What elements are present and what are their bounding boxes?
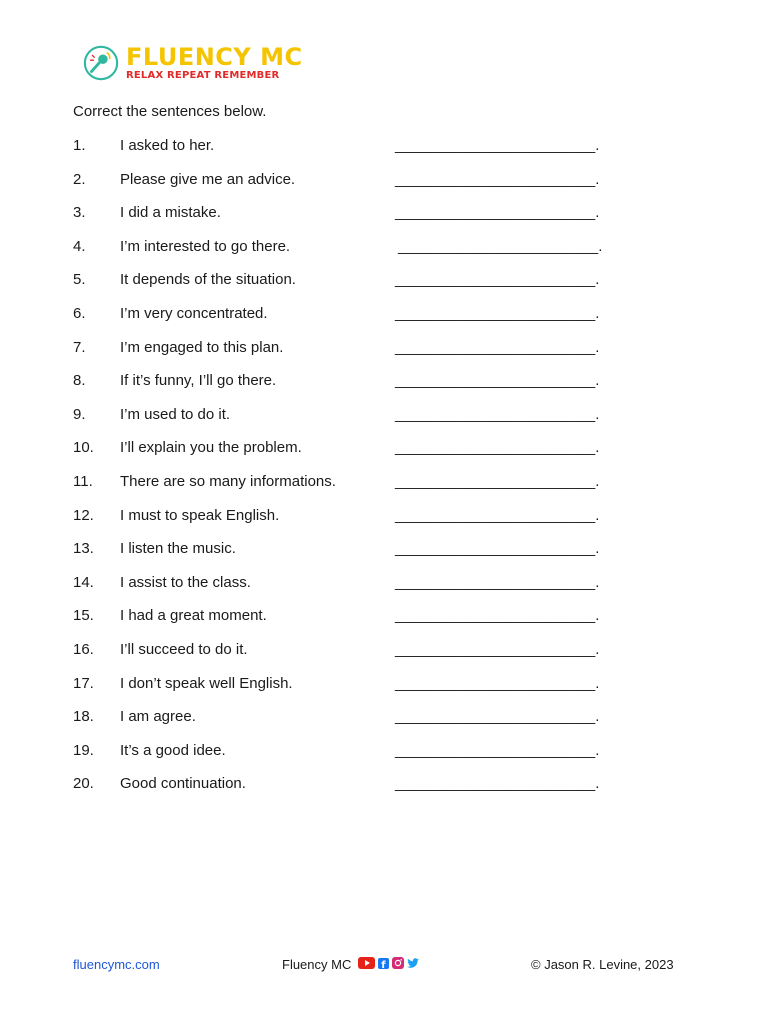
item-sentence: I’ll succeed to do it.	[120, 641, 248, 658]
social-icons	[355, 957, 419, 972]
exercise-item	[73, 372, 613, 392]
item-sentence: I am agree.	[120, 708, 196, 726]
exercise-item	[73, 775, 613, 795]
instructions: Correct the sentences below.	[73, 103, 267, 120]
item-number: 19.	[73, 741, 94, 759]
item-sentence: I did a mistake.	[120, 204, 221, 222]
logo-microphone-icon	[82, 44, 120, 82]
exercise-item	[73, 406, 613, 426]
exercise-item	[73, 675, 613, 695]
item-number: 18.	[73, 708, 94, 726]
item-sentence: I assist to the class.	[120, 573, 251, 591]
item-sentence: I’ll explain you the problem.	[120, 439, 302, 457]
copyright: © Jason R. Levine, 2023	[531, 957, 674, 972]
answer-blank[interactable]: ________________________.	[395, 372, 600, 390]
item-number: 15.	[73, 607, 94, 625]
answer-blank[interactable]: ________________________.	[395, 641, 600, 658]
item-sentence: I had a great moment.	[120, 607, 267, 625]
instagram-icon[interactable]	[392, 957, 404, 972]
item-number: 8.	[73, 372, 86, 390]
exercise-item	[73, 641, 613, 661]
item-sentence: I’m very concentrated.	[120, 305, 268, 322]
answer-blank[interactable]: ________________________.	[395, 607, 600, 625]
exercise-item	[73, 271, 613, 291]
exercise-item	[73, 171, 613, 191]
item-sentence: I don’t speak well English.	[120, 674, 293, 692]
answer-blank[interactable]: ________________________.	[395, 170, 600, 188]
exercise-item	[73, 137, 613, 157]
answer-blank[interactable]: ________________________.	[395, 137, 600, 154]
item-number: 11.	[73, 473, 93, 490]
item-number: 2.	[73, 170, 86, 188]
footer-center	[282, 957, 419, 972]
exercise-item	[73, 439, 613, 459]
answer-blank[interactable]: ________________________.	[395, 540, 600, 558]
answer-blank[interactable]: ________________________.	[395, 674, 600, 692]
exercise-item	[73, 742, 613, 762]
exercise-item	[73, 305, 613, 325]
exercise-item	[73, 574, 613, 594]
answer-blank[interactable]: ________________________.	[395, 708, 600, 726]
item-sentence: Good continuation.	[120, 775, 246, 793]
answer-blank[interactable]: ________________________.	[395, 775, 600, 793]
exercise-item	[73, 607, 613, 627]
svg-text:f: f	[381, 960, 386, 969]
exercise-item	[73, 540, 613, 560]
item-sentence: I’m engaged to this plan.	[120, 338, 284, 356]
twitter-icon[interactable]	[407, 957, 419, 972]
answer-blank[interactable]: ________________________.	[395, 506, 600, 524]
item-sentence: I must to speak English.	[120, 506, 280, 524]
item-number: 7.	[73, 338, 86, 356]
exercise-item	[73, 238, 613, 258]
exercise-item	[73, 473, 613, 493]
answer-blank[interactable]: ________________________.	[395, 573, 600, 591]
item-number: 16.	[73, 641, 94, 658]
item-number: 9.	[73, 405, 86, 423]
answer-blank[interactable]: ________________________.	[395, 305, 600, 322]
exercise-item	[73, 708, 613, 728]
item-number: 17.	[73, 674, 94, 692]
item-sentence: It depends of the situation.	[120, 271, 296, 289]
answer-blank[interactable]: ________________________.	[395, 204, 600, 222]
facebook-icon[interactable]	[378, 957, 389, 972]
item-sentence: I listen the music.	[120, 540, 236, 558]
item-sentence: I asked to her.	[120, 137, 215, 154]
item-number: 1.	[73, 137, 86, 154]
item-number: 14.	[73, 573, 94, 591]
logo	[82, 44, 303, 82]
item-sentence: I’m used to do it.	[120, 405, 231, 423]
answer-blank[interactable]: ________________________.	[395, 473, 600, 490]
answer-blank[interactable]: ________________________.	[395, 439, 600, 457]
exercise-item	[73, 339, 613, 359]
youtube-icon[interactable]	[358, 957, 375, 972]
item-number: 13.	[73, 540, 94, 558]
answer-blank[interactable]: ________________________.	[395, 405, 600, 423]
item-number: 20.	[73, 775, 94, 793]
exercise-item	[73, 507, 613, 527]
answer-blank[interactable]: ________________________.	[395, 338, 600, 356]
answer-blank[interactable]: ________________________.	[398, 237, 603, 255]
answer-blank[interactable]: ________________________.	[395, 741, 600, 759]
website-link[interactable]: fluencymc.com	[73, 957, 160, 972]
item-number: 3.	[73, 204, 86, 222]
brand-tagline: RELAX REPEAT REMEMBER	[126, 70, 280, 81]
answer-blank[interactable]: ________________________.	[395, 271, 600, 289]
footer-brand-label: Fluency MC	[282, 957, 352, 972]
item-number: 6.	[73, 305, 86, 322]
item-sentence: Please give me an advice.	[120, 170, 296, 188]
item-number: 4.	[73, 237, 86, 255]
brand-name: FLUENCY MC	[126, 43, 303, 71]
item-sentence: I’m interested to go there.	[120, 237, 291, 255]
item-sentence: If it’s funny, I’ll go there.	[120, 372, 277, 390]
item-number: 5.	[73, 271, 86, 289]
exercise-item	[73, 204, 613, 224]
item-number: 10.	[73, 439, 94, 457]
item-sentence: It’s a good idee.	[120, 741, 226, 759]
item-sentence: There are so many informations.	[120, 473, 336, 490]
item-number: 12.	[73, 506, 94, 524]
